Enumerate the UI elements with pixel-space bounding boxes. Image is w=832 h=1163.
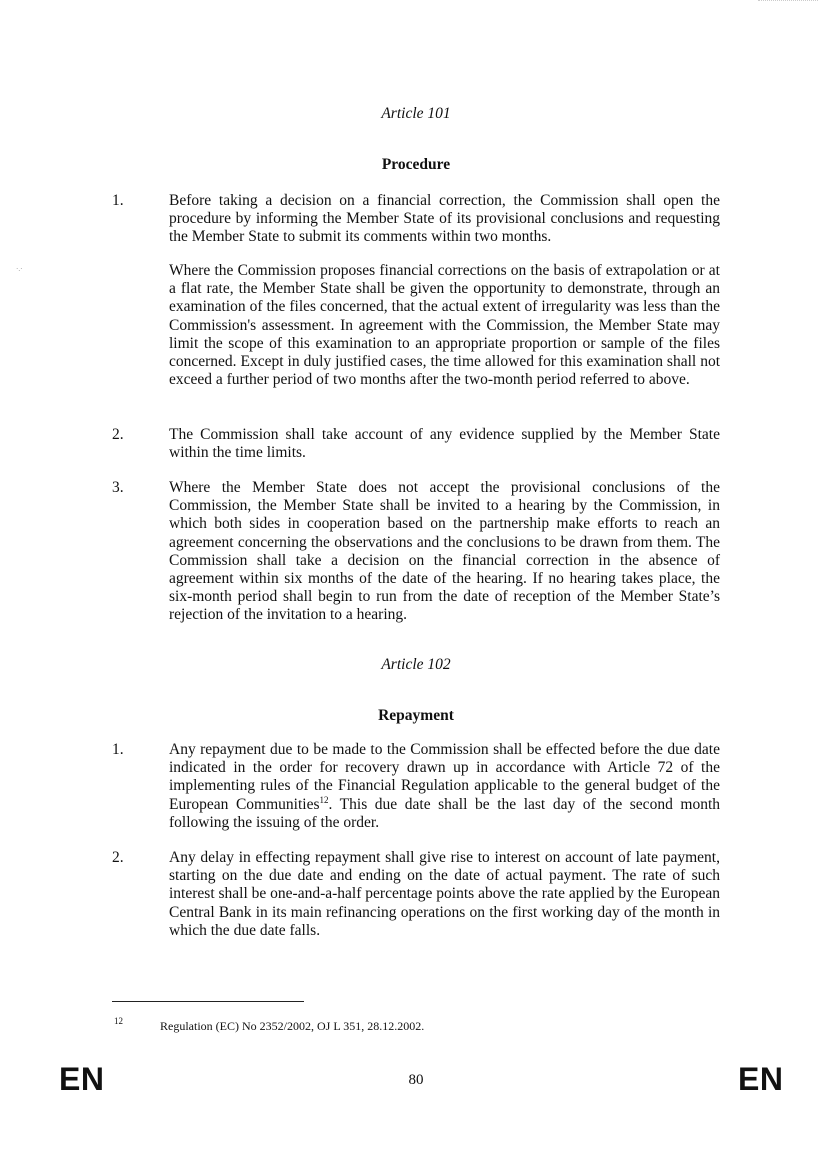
paragraph: Where the Commission proposes financial corrections on the basis of extrapolation or at a flat rate, the Member State shall be given the opportunity to demonstrate, through an examination of the files concerned, that the actual extent of irregularity was less than the Commission's assessment. In agreement with the Commission, the Member State may limit the scope of this examination to an appropriate proportion or sample of the files concerned. Except in duly justified cases, the time allowed for this examination shall not exceed a further period of two months after the two-month period referred to above. xyxy=(169,262,720,389)
article-102-title: Repayment xyxy=(378,707,454,724)
article-101-heading: Article 101 xyxy=(381,105,451,122)
paragraph: Any delay in effecting repayment shall give rise to interest on account of late payment, starting on the due date and ending on the date of actual payment. The rate of such interest shall be one-and-a-half percentage points above the rate applied by the European Central Bank in its main refinancing operations on the first working day of the month in which the due date falls. xyxy=(169,849,720,939)
paragraph: Before taking a decision on a financial correction, the Commission shall open the procedure by informing the Member State of its provisional conclusions and requesting the Member State to submit its comments within two months. xyxy=(169,192,720,246)
page-number: 80 xyxy=(408,1072,424,1088)
paragraph xyxy=(169,741,720,832)
item-number: 2. xyxy=(112,849,124,866)
paragraph-text: Any repayment due to be made to the Commission shall be effected before the due date indicated in the order for recovery drawn up in accordance with Article 72 of the implementing rules of the Financial Regulation applicable to the general budget of the European Communities xyxy=(169,741,720,813)
footnote-text: Regulation (EC) No 2352/2002, OJ L 351, 28.12.2002. xyxy=(160,1019,425,1033)
item-number: 3. xyxy=(112,479,124,496)
footnote-reference: 12 xyxy=(319,794,329,805)
article-101-title: Procedure xyxy=(381,156,451,173)
item-number: 1. xyxy=(112,741,124,758)
paragraph: The Commission shall take account of any evidence supplied by the Member State within the time limits. xyxy=(169,426,720,462)
article-102-heading: Article 102 xyxy=(381,656,451,673)
footnote-separator xyxy=(112,1001,304,1002)
scan-artifact xyxy=(758,0,818,5)
language-code-left: EN xyxy=(59,1061,105,1097)
language-code-right: EN xyxy=(738,1061,784,1097)
item-number: 2. xyxy=(112,426,124,443)
paragraph-text: . This due date shall be the last day of the second month following the issuing of the order. xyxy=(169,795,721,831)
footnote-mark: 12 xyxy=(114,1016,123,1026)
scan-speck: ·.· xyxy=(16,265,23,273)
paragraph: Where the Member State does not accept the provisional conclusions of the Commission, the Member State shall be invited to a hearing by the Commission, in which both sides in cooperation based on the partnership make efforts to reach an agreement concerning the observations and the conclusions to be drawn from them. The Commission shall take a decision on the financial correction in the absence of agreement within six months of the date of the hearing. If no hearing takes place, the six-month period shall begin to run from the date of reception of the Member State’s rejection of the invitation to a hearing. xyxy=(169,479,720,624)
item-number: 1. xyxy=(112,192,124,209)
